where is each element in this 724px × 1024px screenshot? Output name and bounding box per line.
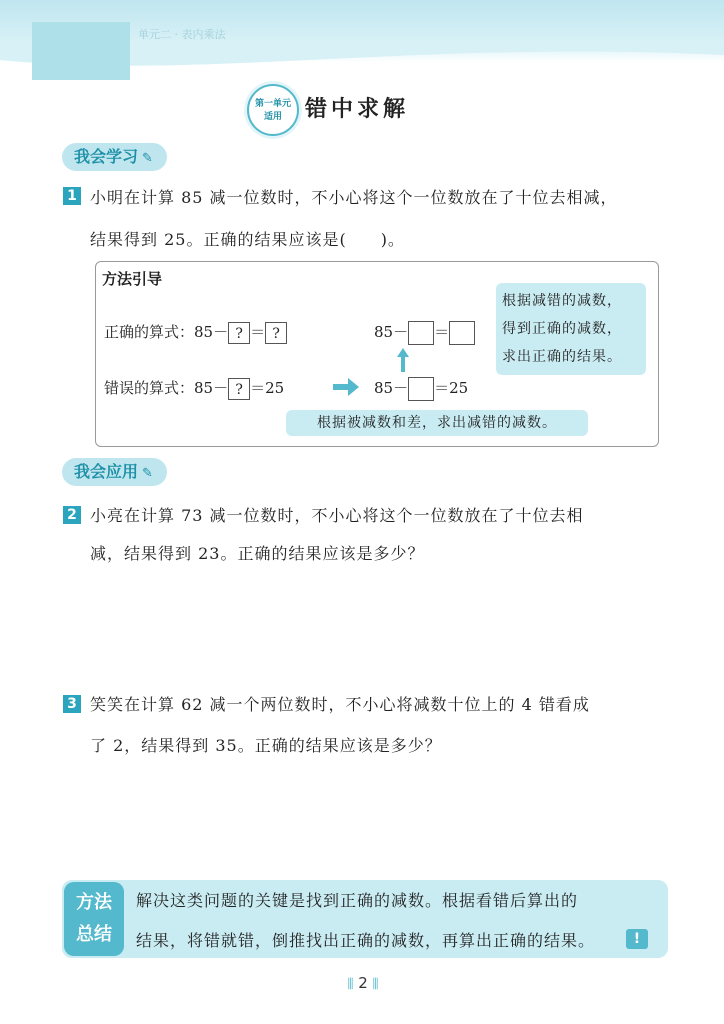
equals-sign: ＝ [250, 323, 266, 341]
section-tag-learn [62, 143, 167, 171]
minus-sign: － [393, 379, 409, 397]
pencil-icon: ✎ [142, 151, 153, 166]
arrow-up-icon [397, 348, 409, 372]
summary-label-line-1: 方法 [76, 892, 112, 913]
question-3-number: 3 [63, 695, 81, 713]
arrow-right-icon [333, 378, 359, 396]
question-1-line-1: 小明在计算 85 减一位数时，不小心将这个一位数放在了十位去相减， [90, 188, 618, 207]
section-tag-apply-label: 我会应用 [74, 462, 139, 481]
section-tag-apply [62, 458, 167, 486]
exclamation-icon: ! [626, 929, 648, 949]
page-number [338, 974, 388, 992]
badge-line-2: 适用 [263, 112, 282, 122]
question-2-line-2: 减，结果得到 23。正确的结果应该是多少？ [90, 544, 425, 563]
page-deco-right-icon: ⫼ [372, 977, 379, 992]
step-minuend: 85 [374, 323, 394, 341]
question-2-line-1: 小亮在计算 73 减一位数时，不小心将这个一位数放在了十位去相 [90, 506, 584, 525]
correct-formula-label: 正确的算式： [104, 323, 195, 341]
answer-area-q3[interactable] [90, 768, 650, 868]
hint-right [496, 283, 646, 375]
method-summary-label [64, 882, 124, 956]
unknown-box: ? [228, 378, 250, 400]
page-title: 错中求解 [305, 97, 410, 122]
method-guide-title: 方法引导 [102, 270, 163, 288]
question-3-line-1: 笑笑在计算 62 减一个两位数时，不小心将减数十位上的 4 错看成 [90, 695, 590, 714]
badge-line-1: 第一单元 [254, 99, 291, 109]
correct-formula-step [374, 321, 475, 345]
unknown-box: ? [228, 322, 250, 344]
wrong-result: 25 [265, 379, 285, 397]
wrong-formula-label: 错误的算式： [104, 379, 195, 397]
question-2-number: 2 [63, 506, 81, 524]
correct-formula [104, 321, 287, 344]
equals-sign: ＝ [434, 379, 450, 397]
hint-right-line-2: 得到正确的减数， [502, 321, 622, 337]
unknown-box: ? [265, 322, 287, 344]
unit-badge [247, 84, 299, 136]
corner-decoration [32, 22, 130, 80]
question-1-number: 1 [63, 187, 81, 205]
minus-sign: － [213, 379, 229, 397]
equals-sign: ＝ [434, 323, 450, 341]
summary-line-1: 解决这类问题的关键是找到正确的减数。根据看错后算出的 [136, 891, 579, 910]
header-faint-text: 单元二 · 表内乘法 [138, 28, 226, 41]
section-tag-learn-label: 我会学习 [74, 147, 139, 166]
question-3-line-2: 了 2，结果得到 35。正确的结果应该是多少？ [90, 736, 442, 755]
summary-label-line-2: 总结 [76, 924, 112, 945]
question-1-line-2: 结果得到 25。正确的结果应该是( )。 [90, 230, 405, 249]
step-result: 25 [449, 379, 469, 397]
minus-sign: － [213, 323, 229, 341]
minus-sign: － [393, 323, 409, 341]
hint-right-line-3: 求出正确的结果。 [502, 349, 622, 365]
wrong-formula [104, 377, 284, 400]
empty-box [408, 377, 434, 401]
page-number-value: 2 [358, 974, 368, 992]
hint-bottom: 根据被减数和差，求出减错的减数。 [286, 410, 588, 436]
page-deco-left-icon: ⫼ [347, 977, 354, 992]
equals-sign: ＝ [250, 379, 266, 397]
summary-line-2: 结果，将错就错，倒推找出正确的减数，再算出正确的结果。 [136, 931, 596, 950]
wrong-formula-step [374, 377, 468, 401]
empty-box [408, 321, 434, 345]
step-minuend: 85 [374, 379, 394, 397]
answer-area-q2[interactable] [90, 575, 650, 675]
wrong-formula-minuend: 85 [194, 379, 214, 397]
empty-box [449, 321, 475, 345]
pencil-icon: ✎ [142, 466, 153, 481]
correct-formula-minuend: 85 [194, 323, 214, 341]
hint-right-line-1: 根据减错的减数， [502, 293, 622, 309]
